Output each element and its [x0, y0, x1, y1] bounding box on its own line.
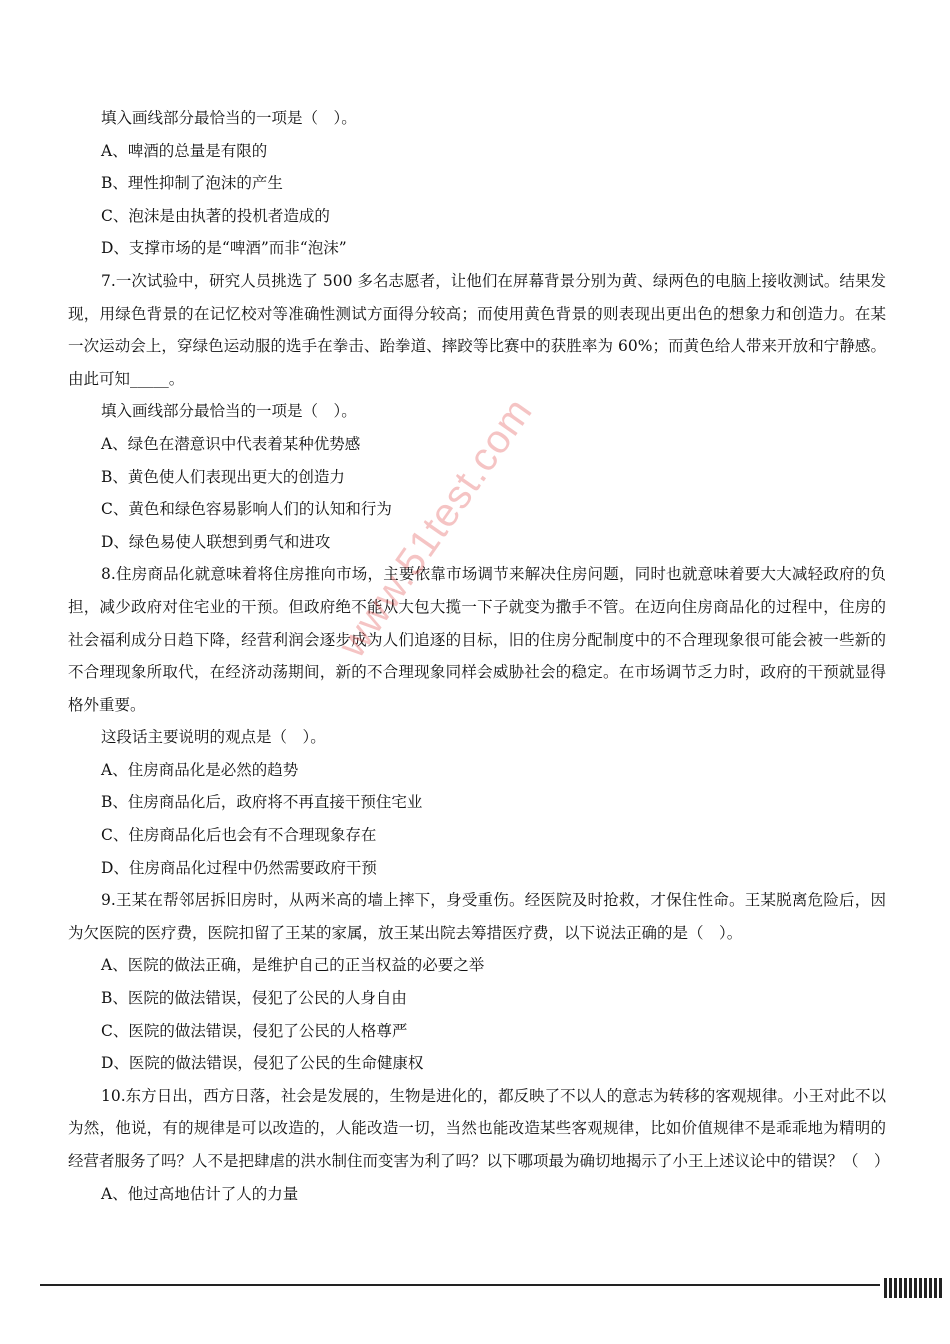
option: D、住房商品化过程中仍然需要政府干预: [101, 858, 377, 877]
qr-code-icon: [884, 1278, 944, 1298]
option: A、住房商品化是必然的趋势: [101, 760, 299, 779]
option: B、住房商品化后，政府将不再直接干预住宅业: [101, 793, 423, 812]
option: C、住房商品化后也会有不合理现象存在: [101, 826, 377, 845]
question-stem: 7.一次试验中，研究人员挑选了 500 多名志愿者，让他们在屏幕背景分别为黄、绿两色的电脑上接收测试。结果发现，用绿色背景的在记忆校对等准确性测试方面得分较高；而使用黄色背景的则表现出更出色的想象力和创造力。在某一次运动会上，穿绿色运动服的选手在拳击、跆拳道、摔跤等比赛中的获胜率为 60%；而黄色给人带来开放和宁静感。由此可知_____。: [68, 271, 886, 388]
option: A、绿色在潜意识中代表着某种优势感: [101, 434, 361, 453]
question-prompt: 这段话主要说明的观点是（ ）。: [101, 728, 326, 747]
option: A、啤酒的总量是有限的: [101, 141, 268, 160]
option: B、理性抑制了泡沫的产生: [101, 174, 283, 193]
question-stem: 8.住房商品化就意味着将住房推向市场，主要依靠市场调节来解决住房问题，同时也就意味着要大大减轻政府的负担，减少政府对住宅业的干预。但政府绝不能从大包大揽一下子就变为撒手不管。在迈向住房商品化的过程中，住房的社会福利成分日趋下降，经营利润会逐步成为人们追逐的目标，旧的住房分配制度中的不合理现象很可能会被一些新的不合理现象所取代，在经济动荡期间，新的不合理现象同样会威胁社会的稳定。在市场调节乏力时，政府的干预就显得格外重要。: [68, 565, 886, 714]
option: A、他过高地估计了人的力量: [101, 1184, 299, 1203]
option: A、医院的做法正确，是维护自己的正当权益的必要之举: [101, 956, 485, 975]
question-stem: 9.王某在帮邻居拆旧房时，从两米高的墙上摔下，身受重伤。经医院及时抢救，才保住性命。王某脱离危险后，因为欠医院的医疗费，医院扣留了王某的家属，放王某出院去筹措医疗费，以下说法正确的是（ ）。: [68, 891, 886, 942]
document-body: [68, 102, 890, 1210]
option: B、医院的做法错误，侵犯了公民的人身自由: [101, 989, 407, 1008]
question-prompt: 填入画线部分最恰当的一项是（ ）。: [101, 109, 357, 127]
option: C、医院的做法错误，侵犯了公民的人格尊严: [101, 1021, 408, 1040]
question-prompt: 填入画线部分最恰当的一项是（ ）。: [101, 402, 357, 421]
option: B、黄色使人们表现出更大的创造力: [101, 467, 345, 486]
option: D、绿色易使人联想到勇气和进攻: [101, 532, 331, 551]
option: C、黄色和绿色容易影响人们的认知和行为: [101, 500, 392, 519]
option: D、支撑市场的是“啤酒”而非“泡沫”: [101, 239, 347, 258]
option: C、泡沫是由执著的投机者造成的: [101, 206, 330, 225]
watermark: www.51test.com: [330, 389, 542, 666]
question-stem: 10.东方日出，西方日落，社会是发展的，生物是进化的，都反映了不以人的意志为转移的客观规律。小王对此不以为然，他说，有的规律是可以改造的，人能改造一切，当然也能改造某些客观规律，比如价值规律不是乖乖地为精明的经营者服务了吗？人不是把肆虐的洪水制住而变害为利了吗？以下哪项最为确切地揭示了小王上述议论中的错误？（ ）: [68, 1086, 890, 1170]
option: D、医院的做法错误，侵犯了公民的生命健康权: [101, 1054, 424, 1073]
footer-divider: [40, 1284, 880, 1286]
